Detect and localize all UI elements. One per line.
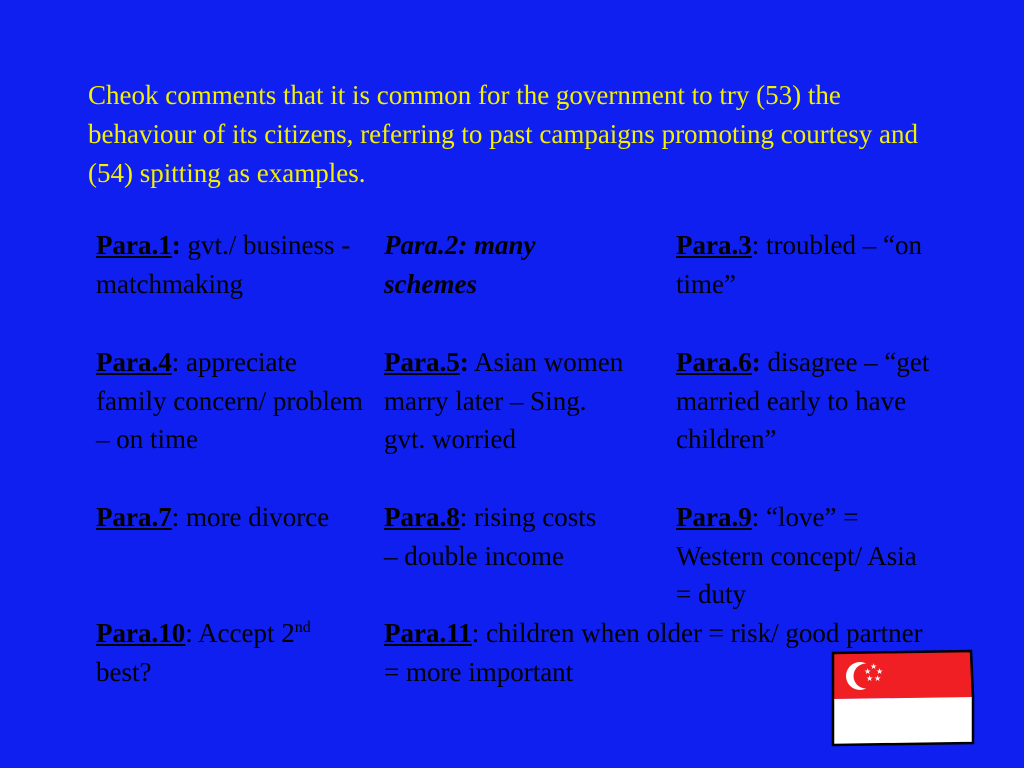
para-8-label: Para.8 bbox=[384, 502, 460, 532]
flag-white-band bbox=[833, 697, 973, 745]
para-10-summary: Para.10: Accept 2nd best? bbox=[96, 618, 311, 687]
para-11-summary: Para.11: children when older = risk/ good partner = more important bbox=[384, 618, 923, 687]
para-1-label: Para.1 bbox=[96, 230, 172, 260]
para-9-summary: Para.9: “love” = Western concept/ Asia = duty bbox=[676, 502, 917, 609]
para-7-summary: Para.7: more divorce bbox=[96, 502, 330, 532]
para-3-summary: Para.3: troubled – “on time” bbox=[676, 230, 922, 299]
intro-text: Cheok comments that it is common for the government to try (53) the behaviour of its citizens, referring to past campaigns promoting courtesy and (54) spitting as examples. bbox=[88, 80, 919, 188]
svg-text:★: ★ bbox=[874, 674, 882, 683]
para-2-label: Para.2: many schemes bbox=[384, 230, 536, 299]
para-3-label: Para.3 bbox=[676, 230, 752, 260]
svg-text:★: ★ bbox=[864, 667, 872, 676]
para-3-text: troubled – “on time” bbox=[676, 230, 922, 299]
para-11-text: children when older = risk/ good partner = more important bbox=[384, 618, 923, 687]
para-7-label: Para.7 bbox=[96, 502, 172, 532]
para-10-text: Accept 2 bbox=[192, 618, 295, 648]
para-10-superscript: nd bbox=[294, 619, 311, 636]
singapore-flag-icon bbox=[829, 649, 975, 747]
para-1-text: gvt./ business - matchmaking bbox=[96, 230, 351, 299]
para-8-text: rising costs – double income bbox=[384, 502, 597, 571]
para-2-summary bbox=[384, 226, 604, 303]
para-4-label: Para.4 bbox=[96, 347, 172, 377]
para-9-label: Para.9 bbox=[676, 502, 752, 532]
para-9-text: “love” = Western concept/ Asia = duty bbox=[676, 502, 917, 609]
para-7-text: more divorce bbox=[179, 502, 330, 532]
para-6-label: Para.6 bbox=[676, 347, 752, 377]
para-11-label: Para.11 bbox=[384, 618, 472, 648]
para-4-text: appreciate family concern/ problem – on time bbox=[96, 347, 363, 454]
para-5-label: Para.5 bbox=[384, 347, 460, 377]
para-1-summary: Para.1: gvt./ business - matchmaking bbox=[96, 230, 351, 299]
svg-text:★: ★ bbox=[866, 674, 874, 683]
para-6-summary: Para.6: disagree – “get married early to have children” bbox=[676, 347, 930, 454]
para-6-text: disagree – “get married early to have children” bbox=[676, 347, 930, 454]
para-8-summary: Para.8: rising costs – double income bbox=[384, 502, 597, 571]
para-5-text: Asian women marry later – Sing. gvt. worried bbox=[384, 347, 624, 454]
svg-text:★: ★ bbox=[870, 662, 878, 671]
para-4-summary: Para.4: appreciate family concern/ problem – on time bbox=[96, 347, 363, 454]
svg-text:★: ★ bbox=[876, 667, 884, 676]
para-10-label: Para.10 bbox=[96, 618, 186, 648]
para-5-summary: Para.5: Asian women marry later – Sing. gvt. worried bbox=[384, 347, 624, 454]
